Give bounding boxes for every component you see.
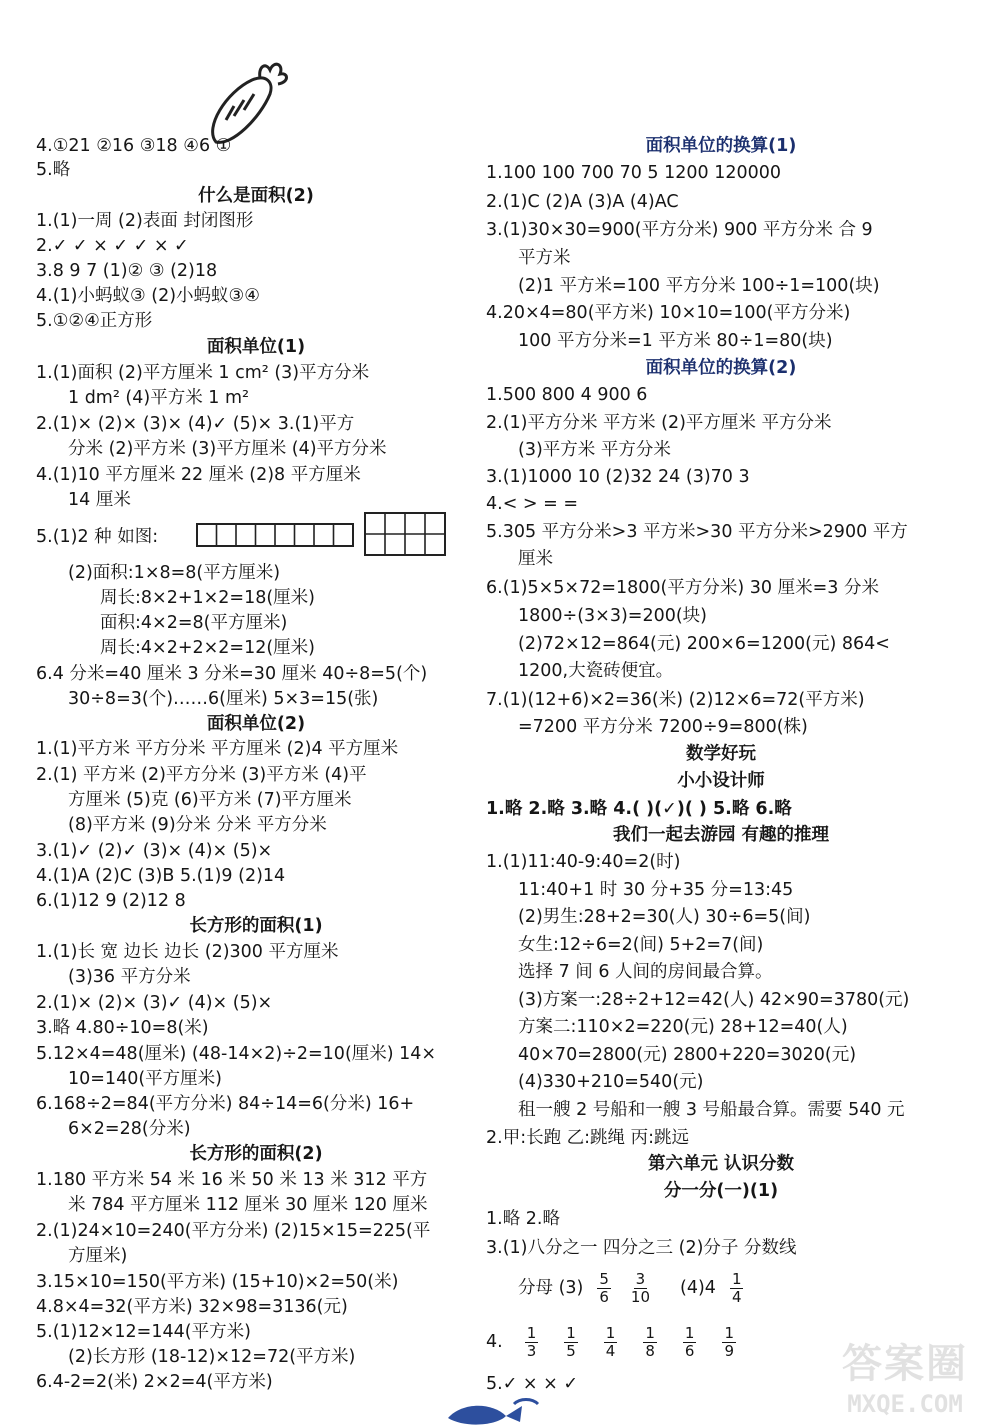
answer-line: 100 平方分米=1 平方米 80÷1=80(块) [518,331,833,351]
answer-line: 1200,大瓷砖便宜。 [518,661,674,681]
fraction [525,1325,539,1360]
answer-line: (3)方案一:28÷2+12=42(人) 42×90=3780(元) [518,990,910,1010]
answer-line: 1.500 800 4 900 6 [486,385,648,405]
answer-line: 1.(1)一周 (2)表面 封闭图形 [36,211,254,231]
answer-line: 6.(1)12 9 (2)12 8 [36,891,186,911]
fraction [564,1325,578,1360]
answer-line: 2.(1) 平方米 (2)平方分米 (3)平方米 (4)平 [36,765,367,785]
answer-line: 6.(1)5×5×72=1800(平方分米) 30 厘米=3 分米 [486,578,879,598]
answer-line: 4.①21 ②16 ③18 ④6 ① [36,136,232,156]
section-title: 我们一起去游园 有趣的推理 [612,825,830,845]
answer-line: (8)平方米 (9)分米 分米 平方分米 [68,815,327,835]
answer-line: (2)长方形 (18-12)×12=72(平方米) [68,1347,356,1367]
section-title: 分一分(一)(1) [663,1181,779,1201]
denominator: 3 [526,1341,537,1360]
answer-line: (3)平方米 平方分米 [518,440,671,460]
numerator: 1 [645,1323,655,1342]
fraction [722,1325,736,1360]
answer-line: 6.168÷2=84(平方分米) 84÷14=6(分米) 16+ [36,1094,415,1114]
answer-line: 2.✓ ✓ × ✓ ✓ × ✓ [36,236,189,256]
section-title: 面积单位的换算(1) [645,136,797,156]
answer-line: 3.8 9 7 (1)② ③ (2)18 [36,261,218,281]
answer-line: 4.(1)小蚂蚁③ (2)小蚂蚁③④ [36,286,260,306]
fraction-answer-line [486,1320,740,1364]
section-title: 面积单位(2) [206,714,306,734]
denominator: 9 [724,1341,734,1360]
grid-figure-2x4 [364,512,448,558]
answer-line: 5.✓ × × ✓ [486,1374,579,1394]
fraction-answer-line [518,1266,747,1310]
watermark-text: 答案圈 [842,1341,968,1387]
answer-line: 方厘米 (5)克 (6)平方米 (7)平方厘米 [68,790,352,810]
denominator: 6 [599,1287,609,1306]
answer-line: 平方米 [518,248,571,268]
answer-line: 1.略 2.略 [486,1209,560,1229]
section-title: 面积单位的换算(2) [645,358,797,378]
answer-line: 厘米 [518,549,553,569]
fraction [730,1271,744,1306]
answer-line: 方案二:110×2=220(元) 28+12=40(人) [518,1017,848,1037]
answer-line: 5.12×4=48(厘米) (48-14×2)÷2=10(厘米) 14× [36,1044,437,1064]
answer-line: 2.(1)C (2)A (3)A (4)AC [486,192,679,212]
fraction [597,1271,611,1306]
answer-line: 1.100 100 700 70 5 1200 120000 [486,163,782,183]
answer-line: (4)330+210=540(元) [518,1072,704,1092]
numerator: 3 [635,1269,646,1288]
answer-line: (2)1 平方米=100 平方分米 100÷1=100(块) [518,276,880,296]
answer-line: 1.(1)11:40-9:40=2(时) [486,852,681,872]
answer-line: 6×2=28(分米) [68,1119,191,1139]
answer-line: 1800÷(3×3)=200(块) [518,606,708,626]
answer-line: 女生:12÷6=2(间) 5+2=7(间) [518,935,764,955]
answer-line: (2)面积:1×8=8(平方厘米) [68,563,281,583]
answer-line: 5.略 [36,160,71,180]
denominator: 10 [630,1287,650,1306]
answer-line: 4.8×4=32(平方米) 32×98=3136(元) [36,1297,348,1317]
answer-line: 面积:4×2=8(平方厘米) [100,613,288,633]
numerator: 1 [605,1323,616,1342]
numerator: 1 [566,1323,576,1342]
answer-line: 2.(1)× (2)× (3)✓ (4)× (5)× [36,993,273,1013]
section-title: 面积单位(1) [206,337,306,357]
answer-text: 4. [486,1332,503,1352]
answer-line: 2.甲:长跑 乙:跳绳 丙:跳远 [486,1128,690,1148]
answer-line: 租一艘 2 号船和一艘 3 号船最合算。需要 540 元 [518,1100,905,1120]
denominator: 5 [566,1341,576,1360]
answer-line: 方厘米) [68,1246,128,1266]
answer-line: 1.略 2.略 3.略 4.( )(✓)( ) 5.略 6.略 [486,799,792,819]
fish-icon [440,1396,550,1426]
section-title: 数学好玩 [686,744,756,764]
answer-line: 周长:8×2+1×2=18(厘米) [100,588,316,608]
answer-line: 2.(1)× (2)× (3)× (4)✓ (5)× 3.(1)平方 [36,414,355,434]
answer-line: 40×70=2800(元) 2800+220=3020(元) [518,1045,857,1065]
fraction [643,1325,657,1360]
answer-line: 1.(1)长 宽 边长 边长 (2)300 平方厘米 [36,942,339,962]
watermark-url: MXQE.COM [847,1390,963,1418]
answer-line: 1.(1)面积 (2)平方厘米 1 cm² (3)平方分米 [36,363,370,383]
answer-line: 1.180 平方米 54 米 16 米 50 米 13 米 312 平方 [36,1170,428,1190]
answer-line: 3.(1)30×30=900(平方分米) 900 平方分米 合 9 [486,220,873,240]
unit-title: 第六单元 认识分数 [647,1154,795,1174]
numerator: 1 [724,1323,734,1342]
answer-line: 3.15×10=150(平方米) (15+10)×2=50(米) [36,1272,399,1292]
section-subtitle: 小小设计师 [677,771,765,791]
denominator: 4 [605,1341,616,1360]
denominator: 6 [684,1341,695,1360]
answer-line: 周长:4×2+2×2=12(厘米) [100,638,316,658]
answer-line: 30÷8=3(个)……6(厘米) 5×3=15(张) [68,689,379,709]
answer-line: 选择 7 间 6 人间的房间最合算。 [518,962,773,982]
answer-line: 3.略 4.80÷10=8(米) [36,1018,209,1038]
answer-text: (4)4 [680,1278,716,1298]
answer-line: 6.4-2=2(米) 2×2=4(平方米) [36,1372,273,1392]
answer-line: 7.(1)(12+6)×2=36(米) (2)12×6=72(平方米) [486,690,865,710]
fraction [629,1271,652,1306]
answer-line: 5.305 平方分米>3 平方米>30 平方分米>2900 平方 [486,522,908,542]
answer-line: 米 784 平方厘米 112 厘米 30 厘米 120 厘米 [68,1195,428,1215]
answer-line: 3.(1)1000 10 (2)32 24 (3)70 3 [486,467,750,487]
grid-figure-1x8 [196,522,354,550]
answer-line: 11:40+1 时 30 分+35 分=13:45 [518,880,794,900]
denominator: 4 [731,1287,742,1306]
numerator: 1 [731,1269,742,1288]
answer-line: 4.(1)10 平方厘米 22 厘米 (2)8 平方厘米 [36,465,361,485]
answer-line: 5.(1)2 种 如图: [36,527,159,547]
answer-line: 4.< > = = [486,494,579,514]
answer-text: 分母 (3) [518,1278,584,1298]
fraction [604,1325,618,1360]
denominator: 8 [645,1341,655,1360]
section-title: 长方形的面积(2) [189,1144,323,1164]
answer-line: (2)男生:28+2=30(人) 30÷6=5(间) [518,907,811,927]
numerator: 1 [684,1323,695,1342]
answer-line: 14 厘米 [68,490,131,510]
answer-line: 2.(1)24×10=240(平方分米) (2)15×15=225(平 [36,1221,431,1241]
answer-line: 10=140(平方厘米) [68,1069,222,1089]
answer-line: =7200 平方分米 7200÷9=800(株) [518,717,808,737]
answer-line: 6.4 分米=40 厘米 3 分米=30 厘米 40÷8=5(个) [36,664,428,684]
numerator: 1 [526,1323,537,1342]
answer-line: 分米 (2)平方米 (3)平方厘米 (4)平方分米 [68,439,387,459]
answer-line: (3)36 平方分米 [68,967,191,987]
section-title: 什么是面积(2) [198,186,314,206]
answer-line: 5.①②④正方形 [36,311,153,331]
numerator: 5 [599,1269,609,1288]
answer-line: 3.(1)八分之一 四分之三 (2)分子 分数线 [486,1238,797,1258]
answer-line: 1 dm² (4)平方米 1 m² [68,388,250,408]
answer-line: 3.(1)✓ (2)✓ (3)× (4)× (5)× [36,841,273,861]
fraction [683,1325,697,1360]
answer-line: 4.20×4=80(平方米) 10×10=100(平方分米) [486,303,851,323]
answer-line: 2.(1)平方分米 平方米 (2)平方厘米 平方分米 [486,413,832,433]
answer-line: 1.(1)平方米 平方分米 平方厘米 (2)4 平方厘米 [36,739,399,759]
watermark-logo [820,1340,990,1422]
answer-line: 5.(1)12×12=144(平方米) [36,1322,251,1342]
answer-line: 4.(1)A (2)C (3)B 5.(1)9 (2)14 [36,866,286,886]
section-title: 长方形的面积(1) [189,916,323,936]
answer-line: (2)72×12=864(元) 200×6=1200(元) 864< [518,634,890,654]
